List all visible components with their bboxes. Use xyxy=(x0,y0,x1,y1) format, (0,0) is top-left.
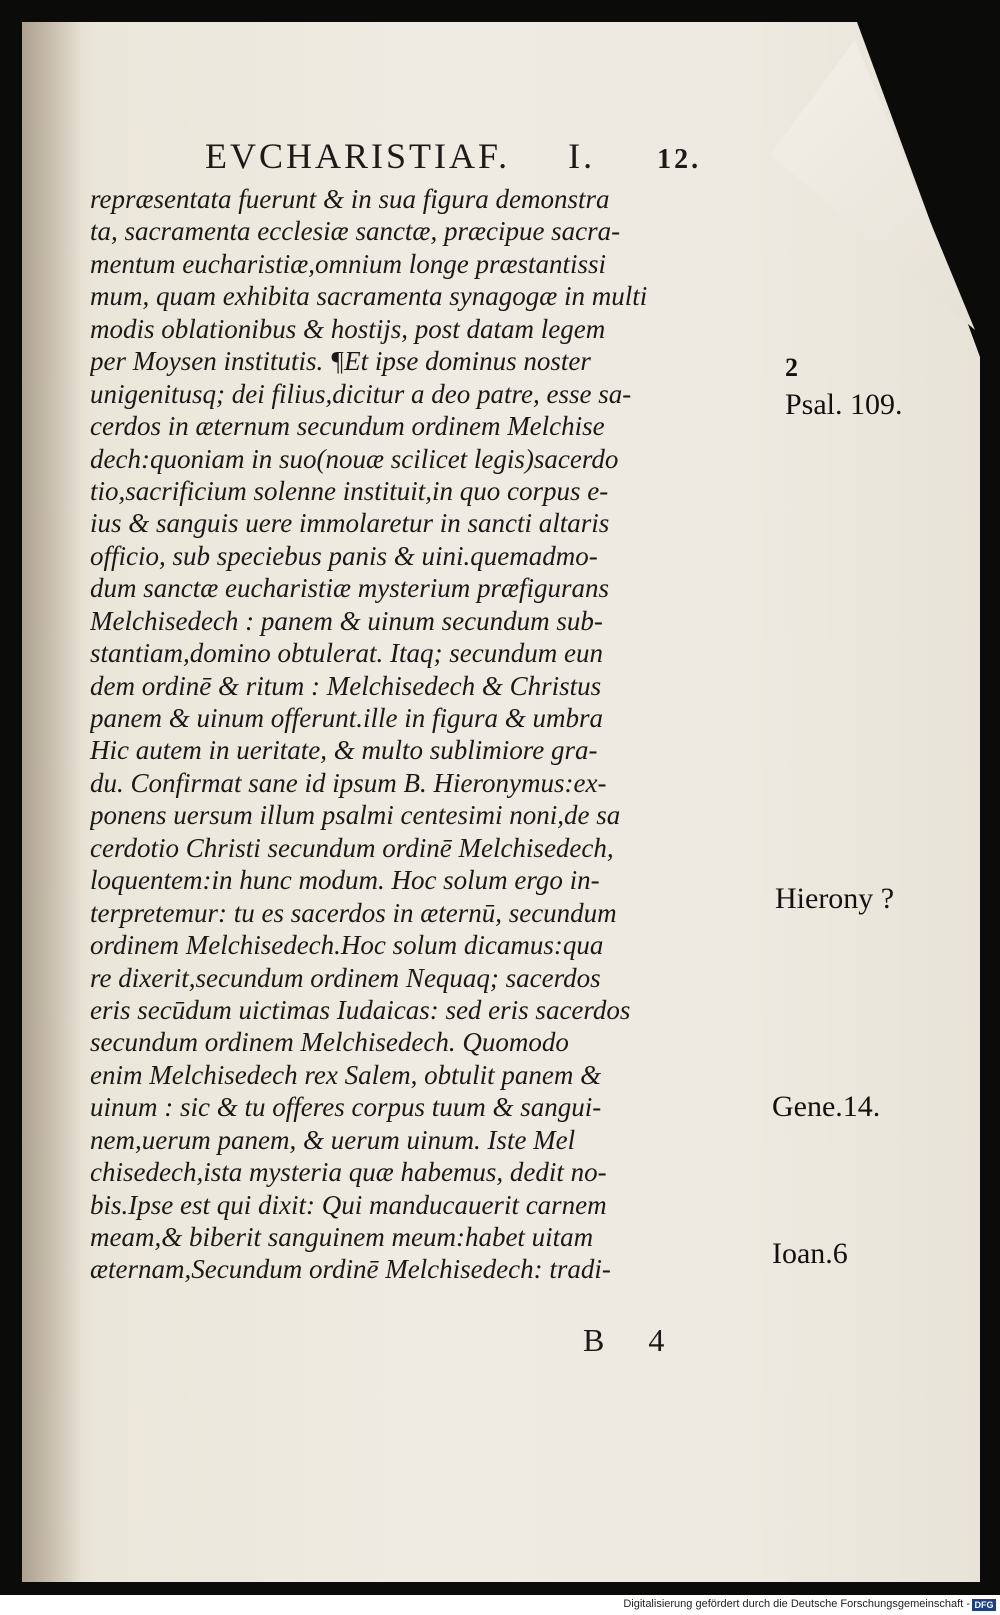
margin-note-john: Ioan.6 xyxy=(772,1237,848,1270)
text-line: nem,uerum panem, & uerum uinum. Iste Mel xyxy=(90,1124,576,1155)
text-line: dum sanctæ eucharistiæ mysterium præfigurans xyxy=(90,573,610,604)
text-line: Melchisedech : panem & uinum secundum sub- xyxy=(90,605,603,636)
text-line: mentum eucharistiæ,omnium longe præstantissi xyxy=(90,248,607,279)
body-text xyxy=(90,183,755,1286)
text-line: stantiam,domino obtulerat. Itaq; secundum eun xyxy=(90,638,603,669)
folio-number: 12. xyxy=(657,144,702,175)
text-line: ponens uersum illum psalmi centesimi noni,de sa xyxy=(90,800,621,831)
text-line: ta, sacramenta ecclesiæ sanctæ, præcipue sacra- xyxy=(90,216,621,247)
running-header xyxy=(205,135,785,177)
text-line: cerdos in æternum secundum ordinem Melchise xyxy=(90,411,605,442)
margin-note-number: 2 xyxy=(785,353,798,382)
text-line: mum, quam exhibita sacramenta synagogæ in multi xyxy=(90,281,648,312)
text-line: uinum : sic & tu offeres corpus tuum & sangui- xyxy=(90,1092,602,1123)
spine-shadow xyxy=(22,22,82,1582)
text-line: unigenitusq; dei filius,dicitur a deo patre, esse sa- xyxy=(90,378,632,409)
text-line: panem & uinum offerunt.ille in figura & umbra xyxy=(90,703,603,733)
text-line: repræsentata fuerunt & in sua figura demonstra xyxy=(90,184,610,214)
volume-number: I. xyxy=(568,136,596,176)
text-line: loquentem:in hunc modum. Hoc solum ergo in- xyxy=(90,865,600,896)
margin-note-genesis: Gene.14. xyxy=(772,1090,881,1123)
text-line: tio,sacrificium solenne instituit,in quo corpus e- xyxy=(90,475,609,506)
text-line: Hic autem in ueritate, & multo sublimiore gra- xyxy=(90,735,598,766)
text-line: terpretemur: tu es sacerdos in æternū, secundum xyxy=(90,897,617,928)
text-line: dem ordinē & ritum : Melchisedech & Christus xyxy=(90,670,602,701)
signature-mark: B 4 xyxy=(583,1322,683,1358)
text-line: modis oblationibus & hostijs, post datam legem xyxy=(90,313,606,344)
text-line: secundum ordinem Melchisedech. Quomodo xyxy=(90,1027,569,1058)
text-line: bis.Ipse est qui dixit: Qui manducauerit carnem xyxy=(90,1189,607,1220)
text-line: du. Confirmat sane id ipsum B. Hieronymus:ex- xyxy=(90,767,607,798)
text-line: chisedech,ista mysteria quæ habemus, dedit no- xyxy=(90,1157,607,1188)
footer-bar xyxy=(0,1597,1000,1615)
text-line: cerdotio Christi secundum ordinē Melchisedech, xyxy=(90,832,614,863)
text-line: enim Melchisedech rex Salem, obtulit panem & xyxy=(90,1059,602,1090)
margin-note-hieronymus: Hierony ? xyxy=(775,882,895,915)
text-line: per Moysen institutis. ¶Et ipse dominus noster xyxy=(90,346,591,377)
margin-note-psalm: Psal. 109. xyxy=(785,388,903,421)
text-line: re dixerit,secundum ordinem Nequaq; sacerdos xyxy=(90,962,601,993)
text-line: eris secūdum uictimas Iudaicas: sed eris sacerdos xyxy=(90,994,631,1025)
text-line: ordinem Melchisedech.Hoc solum dicamus:qua xyxy=(90,930,604,961)
running-title: EVCHARISTIAF. xyxy=(205,136,511,176)
text-line: meam,& biberit sanguinem meum:habet uitam xyxy=(90,1222,594,1252)
dfg-logo: DFG xyxy=(972,1599,996,1611)
footer-credit: Digitalisierung gefördert durch die Deutsche Forschungsgemeinschaft - xyxy=(623,1598,970,1610)
text-line: officio, sub speciebus panis & uini.quemadmo- xyxy=(90,540,598,571)
text-line: ius & sanguis uere immolaretur in sancti altaris xyxy=(90,508,610,539)
text-line: æternam,Secundum ordinē Melchisedech: tradi- xyxy=(90,1254,611,1285)
text-line: dech:quoniam in suo(nouæ scilicet legis)sacerdo xyxy=(90,443,619,474)
